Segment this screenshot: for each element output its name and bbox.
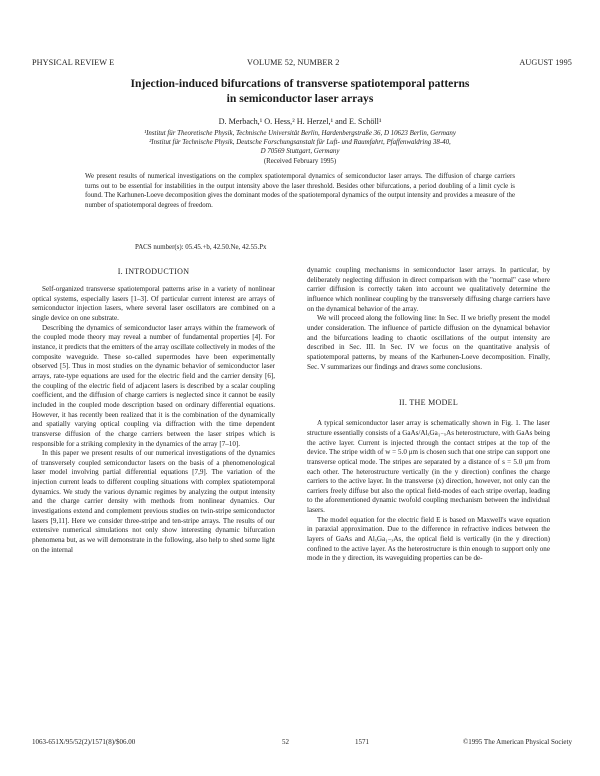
volume-ref: 52 <box>282 738 289 746</box>
left-column <box>32 267 275 555</box>
paragraph: dynamic coupling mechanisms in semiconductor laser arrays. In particular, by deliberately neglecting diffusion in direct comparison with the "normal" case where carrier diffusion is correctly taken into account we qualitatively determine the influence which nonlinear coupling by the transversely diffusing charge carriers have on the dynamical behavior of the array. <box>307 266 550 313</box>
abstract: We present results of numerical investigations on the complex spatiotemporal dynamics of semiconductor laser arrays. The diffusion of charge carriers turns out to be essential for instabilities in the output intensity above the laser threshold. Besides other bifurcations, a period doubling of a limit cycle is found. The Karhunen-Loeve decomposition gives the dominant modes of the spatiotemporal dynamics of the output intensity and provides a measure of the number of spatiotemporal degrees of freedom. <box>85 173 515 209</box>
copyright: ©1995 The American Physical Society <box>462 738 572 746</box>
paragraph: We will proceed along the following line: In Sec. II we briefly present the model under consideration. The influence of particle diffusion on the dynamical behavior and the bifurcations leading to chaotic oscillations of the output intensity are described in Sec. III. In Sec. IV we focus on the quantitative analysis of spatiotemporal patterns, by means of the Karhunen-Loeve decomposition. Finally, Sec. V summarizes our findings and draws some conclusions. <box>307 314 550 371</box>
page-footer <box>32 738 572 750</box>
right-column <box>307 266 550 564</box>
issn-code: 1063-651X/95/52(2)/1571(8)/$06.00 <box>32 738 136 746</box>
affiliation-2-city: D 70569 Stuttgart, Germany <box>260 148 340 155</box>
title-line-2: in semiconductor laser arrays <box>226 91 374 105</box>
affiliation-2: ²Institut für Technische Physik, Deutsche Forschungsanstalt für Luft- und Raumfahrt, Pfaffenwaldring 38-40, <box>149 139 451 146</box>
pacs-numbers: PACS number(s): 05.45.+b, 42.50.Ne, 42.55.Px <box>135 244 267 251</box>
paragraph: The model equation for the electric field E is based on Maxwell's wave equation in paraxial approximation. Due to the difference in refractive indices between the layers of GaAs and AlₓGa₁₋ₓAs, the optical field is vertically (in the y direction) confined to the active layer. As the heterostructure is thin enough to support only one mode in the y direction, its waveguiding properties can be de- <box>307 515 550 563</box>
section-heading-model: II. THE MODEL <box>398 398 459 408</box>
issue-date: AUGUST 1995 <box>519 58 572 67</box>
journal-name: PHYSICAL REVIEW E <box>32 58 115 67</box>
paragraph: Describing the dynamics of semiconductor laser arrays within the framework of the coupled mode theory may reveal a number of fundamental properties [4]. For instance, it predicts that the emitters of the array oscillate collectively in modes of the composite waveguide. These so-called supermodes have been experimentally observed [5]. Thus in most studies on the dynamic behavior of semiconductor laser arrays, rate-type equations are used for the electric field and the carrier density [6], the coupling of the electric field of adjacent lasers is described by a scalar coupling coefficient, and the diffusion of charge carriers is neglected since it cannot be easily included in the coupled mode description based on ordinary differential equations. However, it has recently been realized that it is the combination of the dynamically and spatially varying optical coupling via diffraction with the time dependent transverse diffusion of the charge carriers between the laser stripes which is responsible for a striking complexity in the dynamics of the array [7–10]. <box>32 323 275 448</box>
author-list: D. Merbach,¹ O. Hess,² H. Herzel,¹ and E. Schöll¹ <box>218 117 382 126</box>
page-number: 1571 <box>355 738 369 746</box>
paragraph: In this paper we present results of our numerical investigations of the dynamics of transversely coupled semiconductor lasers on the basis of a phenomenological laser model involving partial differential equations [7,9]. The variation of the injection current leads to different coupling situations with complex spatiotemporal dynamics. We study the various dynamic regimes by analyzing the output intensity and the charge carrier density with methods from nonlinear dynamics. Our investigations extend and complement previous studies on twin-stripe semiconductor lasers [9,11]. Here we consider three-stripe and ten-stripe arrays. The results of our extensive numerical simulations not only show interesting dynamic bifurcation phenomena but, as we will demonstrate in the following, also help to shed some light on the internal <box>32 449 275 554</box>
paper-title <box>60 77 540 106</box>
received-date: (Received February 1995) <box>263 158 337 165</box>
paragraph: A typical semiconductor laser array is schematically shown in Fig. 1. The laser structure essentially consists of a GaAs/AlₓGa₁₋ₓAs heterostructure, with GaAs being the active layer. Current is injected through the contact stripes at the top of the device. The stripe width of w = 5.0 μm is chosen such that one stripe can support one transverse optical mode. The stripes are separated by a distance of s = 5.0 μm from each other. The heterostructure vertically (in the y direction) confines the charge carriers to the active layer. In the transverse (x) direction, however, not only can the carriers freely diffuse but also the optical field-modes of each stripe overlap, leading to the aforementioned dynamic twofold coupling mechanism between the individual lasers. <box>307 419 550 515</box>
paragraph: Self-organized transverse spatiotemporal patterns arise in a variety of nonlinear optical systems, especially lasers [1–3]. Of particular current interest are arrays of semiconductor injection lasers, where several laser oscillators are combined on a single device on one substrate. <box>32 285 275 322</box>
affiliation-1: ¹Institut für Theoretische Physik, Technische Universität Berlin, Hardenbergstraße 36, D 10623 Berlin, Germany <box>144 130 456 137</box>
title-line-1: Injection-induced bifurcations of transverse spatiotemporal patterns <box>130 77 470 90</box>
section-heading-introduction: I. INTRODUCTION <box>117 267 190 276</box>
volume-number: VOLUME 52, NUMBER 2 <box>247 58 340 67</box>
running-header <box>32 58 572 70</box>
